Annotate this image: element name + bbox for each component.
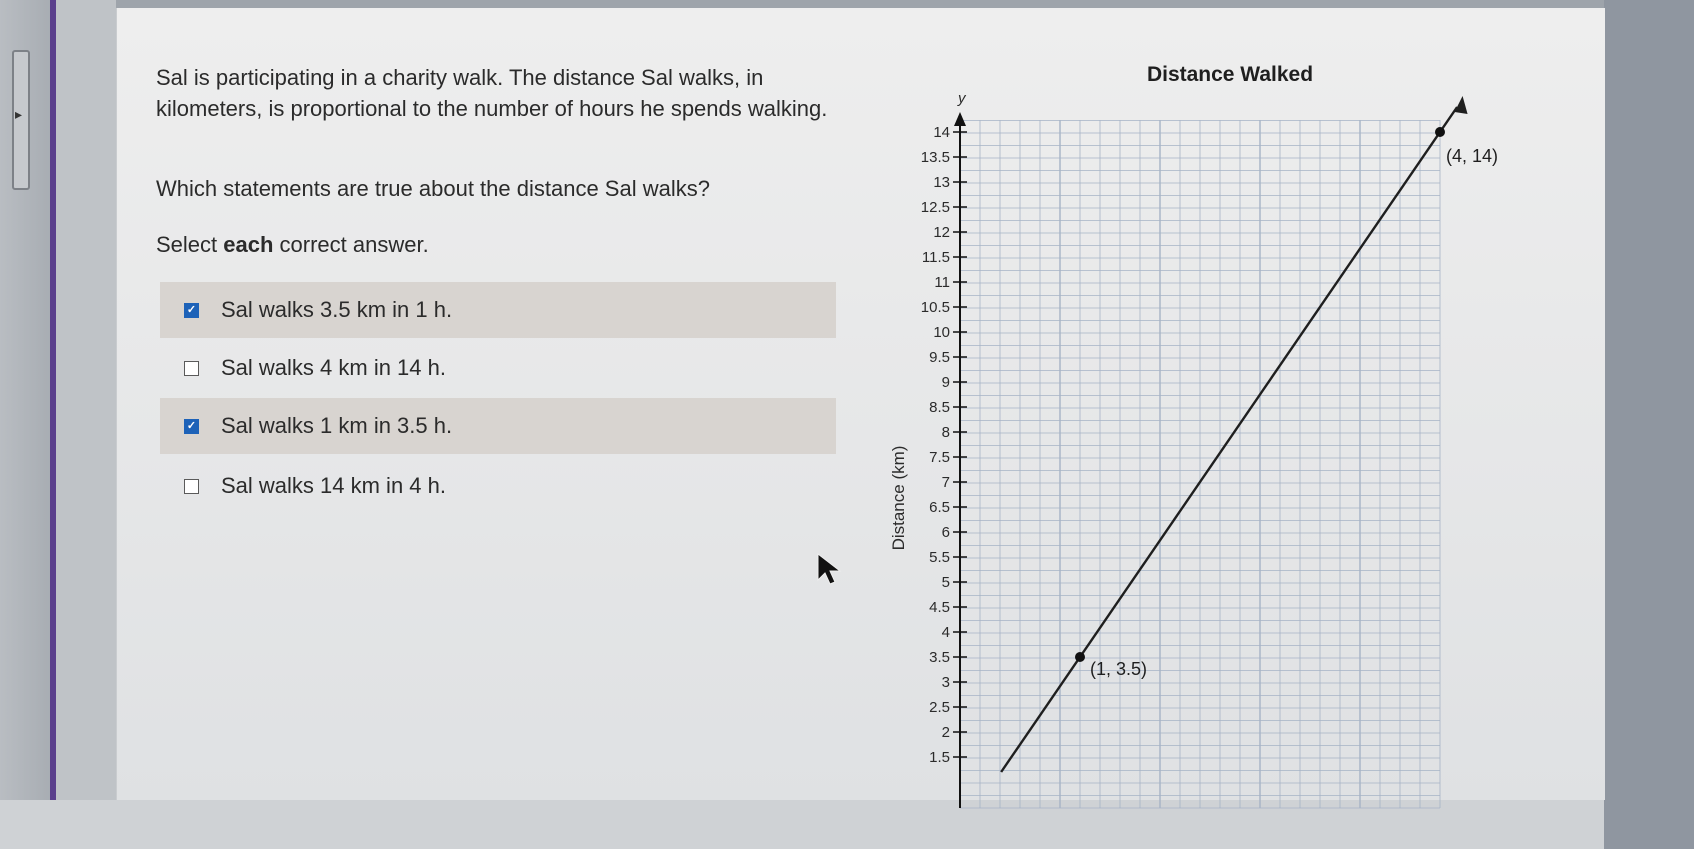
answer-option-label: Sal walks 14 km in 4 h. bbox=[221, 473, 446, 498]
answer-option-label: Sal walks 1 km in 3.5 h. bbox=[221, 413, 453, 438]
data-point-label: (1, 3.5) bbox=[1090, 659, 1148, 679]
outer-gutter bbox=[56, 0, 116, 800]
checkbox-checked-icon[interactable]: ✓ bbox=[184, 303, 199, 318]
y-axis-name: y bbox=[958, 90, 966, 107]
y-tick-label: 14 bbox=[933, 124, 950, 141]
side-panel-handle[interactable] bbox=[12, 50, 30, 190]
y-tick-label: 3 bbox=[941, 674, 950, 691]
y-tick-label: 10 bbox=[933, 324, 950, 341]
y-tick-label: 11 bbox=[934, 274, 950, 291]
checkbox-checked-icon[interactable]: ✓ bbox=[184, 419, 199, 434]
y-tick-label: 9 bbox=[941, 374, 950, 391]
y-tick-label: 5 bbox=[941, 574, 950, 591]
y-tick-label: 6 bbox=[941, 524, 950, 541]
answer-option-3[interactable] bbox=[160, 398, 836, 454]
data-point bbox=[1435, 127, 1445, 137]
y-tick-label: 3.5 bbox=[929, 649, 950, 666]
y-tick-label: 9.5 bbox=[929, 349, 950, 366]
instruction-before: Select bbox=[156, 232, 224, 257]
y-tick-label: 2.5 bbox=[929, 699, 950, 716]
y-axis-label: Distance (km) bbox=[889, 445, 908, 551]
answer-option-label: Sal walks 3.5 km in 1 h. bbox=[221, 297, 453, 322]
y-axis-arrow-icon bbox=[954, 112, 966, 126]
checkbox-unchecked-icon[interactable] bbox=[184, 361, 199, 376]
answer-instruction bbox=[156, 232, 429, 258]
series-line bbox=[1001, 107, 1457, 772]
y-tick-label: 8.5 bbox=[929, 399, 950, 416]
y-tick-label: 2 bbox=[941, 724, 950, 741]
y-tick-label: 10.5 bbox=[920, 299, 950, 316]
y-tick-label: 4.5 bbox=[929, 599, 950, 616]
y-tick-label: 5.5 bbox=[929, 549, 950, 566]
question-stem-text: Sal is participating in a charity walk. The distance Sal walks, in kilometers, is proportional to the number of hours he spends walking. bbox=[156, 65, 828, 121]
y-tick-label: 12 bbox=[933, 224, 950, 241]
y-tick-label: 8 bbox=[941, 424, 950, 441]
mouse-pointer-icon bbox=[816, 552, 844, 586]
right-window-strip bbox=[1604, 0, 1694, 849]
checkbox-unchecked-icon[interactable] bbox=[184, 479, 199, 494]
y-tick-label: 11.5 bbox=[921, 249, 950, 266]
data-point bbox=[1075, 652, 1085, 662]
answer-option-label: Sal walks 4 km in 14 h. bbox=[221, 355, 446, 380]
y-tick-label: 4 bbox=[941, 624, 950, 641]
y-tick-label: 7 bbox=[941, 474, 950, 491]
distance-walked-chart bbox=[880, 48, 1499, 808]
question-prompt: Which statements are true about the distance Sal walks? bbox=[156, 176, 710, 201]
y-tick-label: 7.5 bbox=[929, 449, 950, 466]
y-tick-label: 1.5 bbox=[929, 749, 950, 766]
line-arrow-icon bbox=[1455, 96, 1468, 114]
answer-option-2[interactable] bbox=[160, 340, 836, 396]
caret-right-icon: ▸ bbox=[15, 106, 23, 122]
answer-option-4[interactable] bbox=[160, 458, 836, 514]
y-tick-label: 12.5 bbox=[920, 199, 950, 216]
data-point-label: (4, 14) bbox=[1446, 146, 1499, 166]
chart-title: Distance Walked bbox=[1146, 63, 1314, 86]
instruction-after: correct answer. bbox=[273, 232, 429, 257]
question-stem bbox=[156, 62, 836, 124]
y-tick-label: 13 bbox=[933, 174, 950, 191]
answer-option-1[interactable] bbox=[160, 282, 836, 338]
instruction-emphasis: each bbox=[223, 232, 274, 257]
y-tick-label: 13.5 bbox=[920, 149, 950, 166]
y-tick-label: 6.5 bbox=[929, 499, 950, 516]
